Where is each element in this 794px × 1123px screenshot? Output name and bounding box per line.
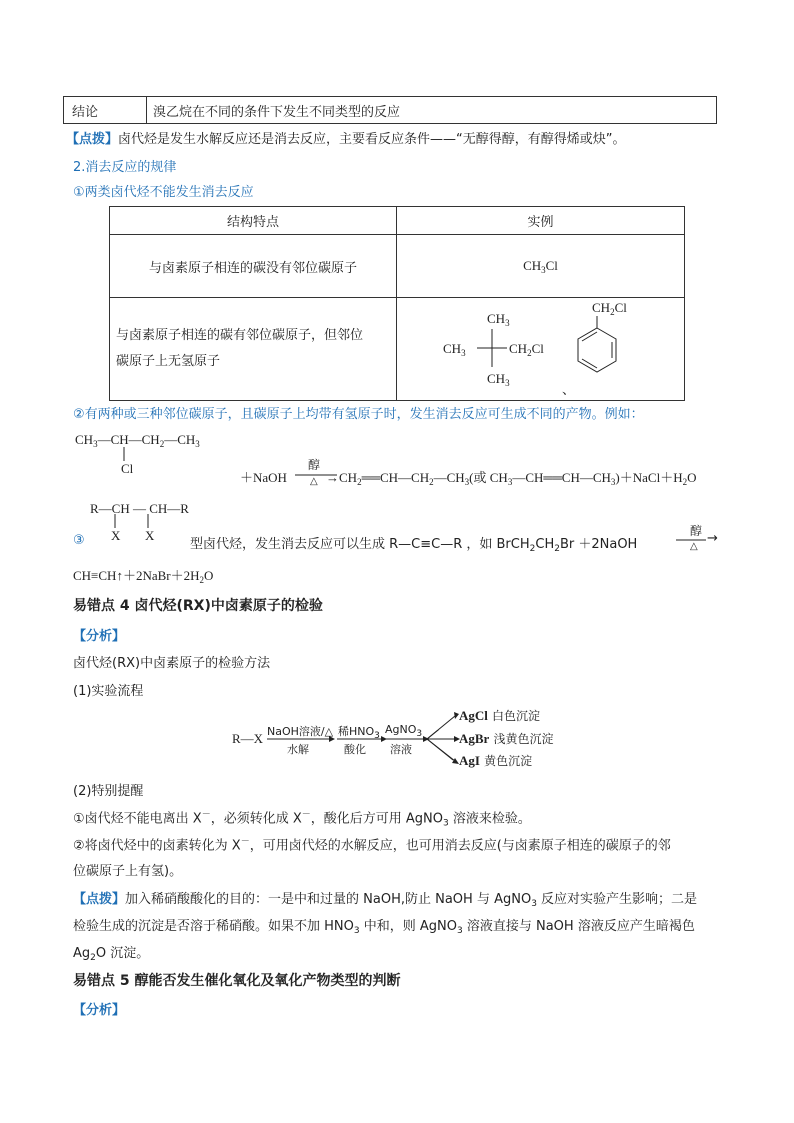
rxn1-products: $\to CH_2══CH—CH_2—CH_3$(或 $CH_3—CH══CH—CH_3)+NaCl+H_2O$ [326, 470, 697, 487]
flow-step1-top: NaOH溶液/△ [267, 725, 334, 738]
p1-desc: 白色沉淀 [492, 709, 541, 723]
section-2-item-1: ①两类卤代烃不能发生消去反应 [73, 185, 254, 200]
analysis-tag-2: 【分析】 [73, 1003, 126, 1018]
benzyl-substituent: $CH_2Cl$ [592, 300, 627, 317]
tip-1 [66, 128, 626, 147]
p2-desc: 浅黄色沉淀 [493, 732, 554, 746]
conclusion-table [63, 96, 717, 124]
row1-structure: 与卤素原子相连的碳没有邻位碳原子 [110, 235, 397, 298]
item3-x1: X [111, 528, 121, 543]
point4-title: 易错点 4 卤代烃(RX)中卤素原子的检验 [73, 598, 323, 614]
tip-text: 卤代烃是发生水解反应还是消去反应，主要看反应条件——“无醇得醇，有醇得烯或炔”。 [118, 132, 626, 147]
neo-right: $CH_2Cl$ [509, 341, 544, 358]
rxn1-cond-bottom: △ [310, 476, 318, 487]
neo-left: $CH_3$ [443, 341, 466, 358]
section-2-title: 2.消去反应的规律 [73, 160, 177, 175]
tip-tag: 【点拨】 [66, 132, 119, 147]
flow-product-3 [459, 752, 532, 769]
p1-name: AgCl [459, 708, 488, 723]
tip-2-line1: 【点拨】加入稀硝酸酸化的目的：一是中和过量的 NaOH,防止 NaOH 与 AgNO$_3$ 反应对实验产生影响；二是 [73, 892, 698, 909]
reminder-1: ①卤代烃不能电离出 X－，必须转化成 X－，酸化后方可用 AgNO$_3$ 溶液来检验。 [73, 810, 531, 829]
reminder-2-line1: ②将卤代烃中的卤素转化为 X－，可用卤代烃的水解反应，也可用消去反应(与卤素原子相连的碳原子的邻 [73, 837, 671, 854]
flow-step1-bottom: 水解 [287, 743, 309, 756]
rxn1-reagent: ＋NaOH [240, 470, 287, 485]
benzene-ring-icon [572, 314, 622, 386]
item3-arrow: → [707, 531, 718, 546]
flow-step3-top: AgNO$_3$ [385, 723, 423, 739]
point5-title: 易错点 5 醇能否发生催化氧化及氧化产物类型的判断 [73, 973, 401, 989]
item3-num: ③ [73, 533, 85, 548]
row1-example: $CH_3Cl$ [397, 235, 685, 298]
row2-line2: 碳原子上无氢原子 [116, 354, 221, 369]
conclusion-content: 溴乙烷在不同的条件下发生不同类型的反应 [147, 97, 717, 124]
row2-structure [110, 298, 397, 401]
reminder-2-line2: 位碳原子上有氢)。 [73, 864, 183, 879]
rxn1-chain: $CH_3—CH—CH_2—CH_3$ [75, 432, 200, 449]
neo-top: $CH_3$ [487, 311, 510, 328]
header-structure: 结构特点 [110, 207, 397, 235]
tip-2-line3: $Ag_2O$ 沉淀。 [73, 946, 150, 963]
separator: 、 [562, 383, 576, 398]
row2-line1: 与卤素原子相连的碳有邻位碳原子，但邻位 [116, 328, 364, 343]
flow-start: R—X [232, 731, 264, 746]
item3-line2: $CH\equiv CH↑+2NaBr+2H_2O$ [73, 568, 214, 585]
item3-chain: R—CH — CH—R [90, 501, 189, 516]
tip2-tag: 【点拨】 [73, 892, 126, 907]
p2-name: AgBr [459, 731, 490, 746]
rxn1-cl: Cl [121, 461, 134, 476]
method-title: 卤代烃(RX)中卤素原子的检验方法 [73, 656, 271, 671]
p3-desc: 黄色沉淀 [484, 754, 533, 768]
header-example: 实例 [397, 207, 685, 235]
conclusion-label: 结论 [64, 97, 147, 124]
p3-name: AgI [459, 753, 480, 768]
flow-step3-bottom: 溶液 [390, 743, 412, 756]
tip-2-line2: 检验生成的沉淀是否溶于稀硝酸。如果不加 $HNO_3$ 中和，则 AgNO$_3$ 溶液直接与 NaOH 溶液反应产生暗褐色 [73, 919, 695, 936]
item3-text: 型卤代烃，发生消去反应可以生成 R—C≡C—R ，如 $BrCH_2CH_2Br$ ＋2NaOH [190, 537, 638, 554]
flow-step2-top: 稀$HNO_3$ [338, 725, 380, 741]
item3-x2: X [145, 528, 155, 543]
analysis-tag: 【分析】 [73, 629, 126, 644]
flow-product-2 [459, 730, 554, 747]
flow-step2-bottom: 酸化 [344, 743, 366, 756]
item3-cond-bottom: △ [690, 541, 698, 552]
reminder-title: (2)特别提醒 [73, 784, 144, 799]
flow-branch-arrows [425, 708, 461, 772]
flow-title: (1)实验流程 [73, 684, 144, 699]
item3-cond-top: 醇 [690, 524, 703, 538]
neo-bottom: $CH_3$ [487, 371, 510, 388]
section-2-item-2: ②有两种或三种邻位碳原子，且碳原子上均带有氢原子时，发生消去反应可生成不同的产物。例如： [73, 407, 644, 422]
flow-product-1 [459, 707, 540, 724]
rxn1-cond-top: 醇 [308, 458, 321, 472]
